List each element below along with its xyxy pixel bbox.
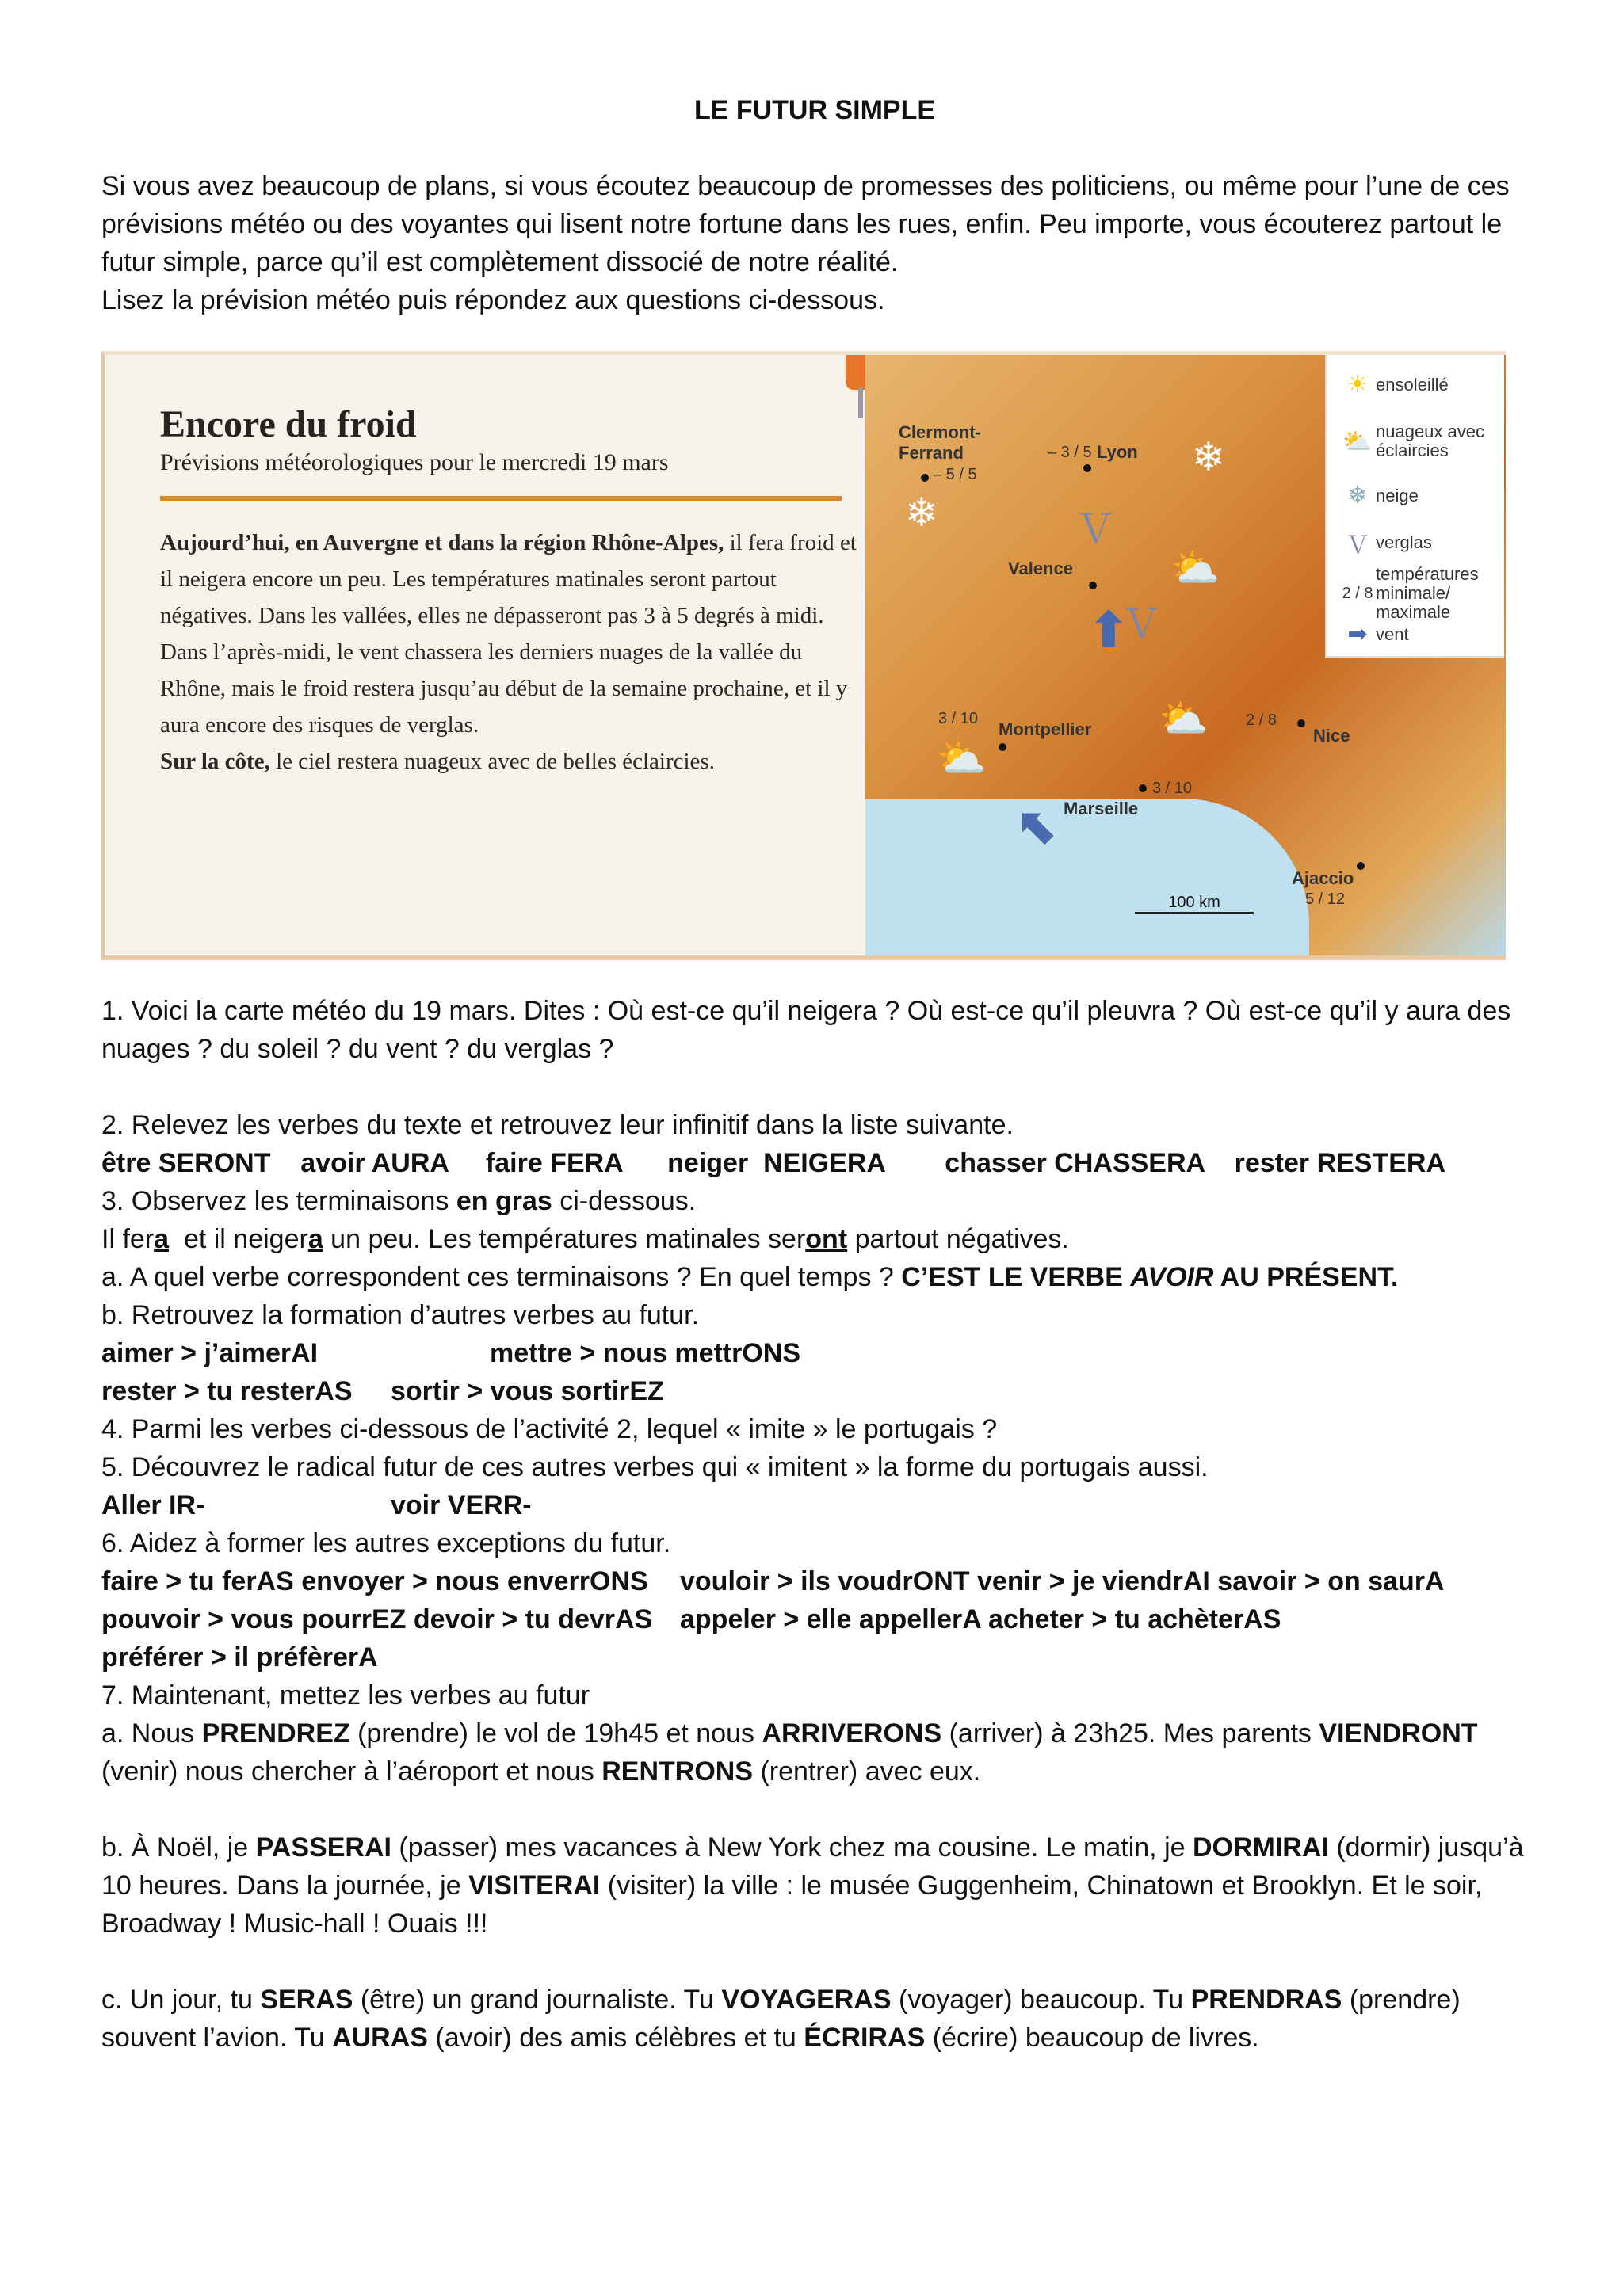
legend-cloud — [1339, 422, 1498, 460]
ice-icon: Ｖ — [1346, 532, 1369, 559]
legend-temp — [1339, 565, 1506, 622]
q3-sentence-part: et il neiger — [169, 1224, 308, 1254]
city-ajaccio: Ajaccio — [1292, 868, 1354, 888]
city-dot — [1139, 784, 1147, 792]
q3b-answer: aimer > j’aimerAI — [101, 1338, 319, 1368]
q6-answer: vouloir > ils voudrONT venir > je viendrAI savoir > on saurA — [680, 1566, 1445, 1596]
snow-icon: ❄ — [1192, 435, 1225, 479]
question-3-sentence — [101, 1220, 1528, 1258]
forecast-coast-bold: Sur la côte, — [160, 749, 270, 774]
question-3b-line-2 — [101, 1372, 1528, 1410]
snowflake-icon: ❄ — [1347, 482, 1368, 509]
forecast-lead-text: il fera froid et il neigera encore un peu. Les températures matinales seront partout négatives. Dans les vallées, elles ne dépasseront pas 3 à 5 degrés à midi. Dans l’après-midi, le vent chassera les derniers nuages de la vallée du Rhône, mais le froid restera jusqu’au début de la semaine prochaine, et il y aura encore des risques de verglas. — [160, 530, 857, 738]
q7-verb: ÉCRIRAS — [804, 2023, 926, 2053]
q7-text: a. Nous — [101, 1718, 202, 1749]
q7-text: (écrire) beaucoup de livres. — [925, 2023, 1259, 2053]
ice-icon: Ｖ — [1075, 507, 1115, 551]
question-7: 7. Maintenant, mettez les verbes au futur — [101, 1680, 590, 1711]
question-2: 2. Relevez les verbes du texte et retrouvez leur infinitif dans la liste suivante. — [101, 1110, 1014, 1140]
city-valence: Valence — [1008, 559, 1073, 578]
exercise-7b — [101, 1829, 1528, 1943]
question-6-line-2 — [101, 1600, 1528, 1638]
map-scale: 100 km — [1135, 894, 1254, 914]
question-5: 5. Découvrez le radical futur de ces autres verbes qui « imitent » la forme du portugais aussi. — [101, 1452, 1209, 1482]
q3a-answer-italic: AVOIR — [1130, 1262, 1214, 1292]
legend-wind — [1339, 620, 1409, 648]
forecast-text — [160, 402, 865, 780]
q7-verb: DORMIRAI — [1192, 1833, 1329, 1863]
legend-label: verglas — [1376, 532, 1432, 552]
q7-verb: AURAS — [332, 2023, 428, 2053]
forecast-body — [160, 524, 865, 780]
q7-verb: SERAS — [260, 1985, 353, 2015]
question-5-answers — [101, 1486, 1528, 1524]
q3-text: ci-dessous. — [552, 1186, 697, 1216]
intro-paragraph: Si vous avez beaucoup de plans, si vous écoutez beaucoup de promesses des politiciens, ou même pour l’une de ces prévisions météo ou des voyantes qui lisent notre fortune dans les rues, enfin. Peu importe, vous écouterez partout le futur simple, parce qu’il est complètement dissocié de notre réalité. — [101, 171, 1510, 277]
q6-answer: appeler > elle appellerA acheter > tu achèterAS — [680, 1604, 1281, 1634]
weather-card — [101, 351, 1506, 960]
temp-marseille: 3 / 10 — [1152, 780, 1193, 797]
temp-lyon: – 3 / 5 — [1048, 444, 1092, 461]
forecast-lead-bold: Aujourd’hui, en Auvergne et dans la région Rhône-Alpes, — [160, 530, 724, 555]
city-dot — [1297, 719, 1305, 727]
q6-answer: faire > tu ferAS envoyer > nous enverrONS — [101, 1566, 648, 1596]
city-dot — [921, 474, 929, 482]
q6-answer: pouvoir > vous pourrEZ devoir > tu devrAS — [101, 1604, 653, 1634]
q7-verb: PASSERAI — [255, 1833, 391, 1863]
legend-label: nuageux avec éclaircies — [1376, 421, 1484, 460]
sun-icon: ☀ — [1346, 372, 1369, 398]
cloud-sun-icon: ⛅ — [1342, 428, 1373, 455]
question-6-line-1 — [101, 1562, 1528, 1600]
temp-ajaccio: 5 / 12 — [1305, 891, 1346, 908]
forecast-subtitle: Prévisions météorologiques pour le mercredi 19 mars — [160, 449, 669, 475]
q3-ending: a — [307, 1224, 323, 1254]
city-montpellier: Montpellier — [999, 719, 1092, 739]
city-clermont: Clermont-Ferrand — [899, 422, 981, 463]
city-nice: Nice — [1313, 726, 1350, 746]
sea-area — [865, 799, 1309, 957]
city-dot — [1357, 862, 1365, 870]
q3-text: 3. Observez les terminaisons — [101, 1186, 456, 1216]
q3-bold: en gras — [456, 1186, 552, 1216]
legend-ice — [1339, 525, 1432, 560]
question-4: 4. Parmi les verbes ci-dessous de l’activité 2, lequel « imite » le portugais ? — [101, 1414, 998, 1444]
question-3a — [101, 1258, 1528, 1296]
q7-text: (prendre) souvent l’avion. Tu — [101, 1985, 1461, 2053]
q7-verb: VIENDRONT — [1319, 1718, 1478, 1749]
q7-verb: ARRIVERONS — [762, 1718, 942, 1749]
q7-text: (visiter) la ville : le musée Guggenheim, Chinatown et Brooklyn. Et le soir, Broadway ! Music-hall ! Ouais !!! — [101, 1871, 1483, 1939]
q3b-answer: mettre > nous mettrONS — [490, 1338, 801, 1368]
question-3b-line-1 — [101, 1334, 1528, 1372]
forecast-coast-text: le ciel restera nuageux avec de belles éclaircies. — [269, 749, 715, 774]
q7-text: (venir) nous chercher à l’aéroport et nous — [101, 1756, 602, 1787]
question-1: 1. Voici la carte météo du 19 mars. Dites : Où est-ce qu’il neigera ? Où est-ce qu’il pleuvra ? Où est-ce qu’il y aura des nuages ? du soleil ? du vent ? du verglas ? — [101, 996, 1511, 1064]
q3a-answer: C’EST LE VERBE — [901, 1262, 1131, 1292]
map-legend — [1325, 355, 1504, 658]
city-dot — [1083, 464, 1091, 472]
temp-clermont: – 5 / 5 — [933, 466, 977, 483]
q5-answer: voir VERR- — [391, 1490, 532, 1520]
exercise-7a — [101, 1714, 1528, 1791]
q7-text: (voyager) beaucoup. Tu — [891, 1985, 1191, 2015]
legend-label: ensoleillé — [1376, 374, 1449, 395]
q7-text: c. Un jour, tu — [101, 1985, 261, 2015]
snow-icon: ❄ — [905, 490, 938, 535]
question-3b: b. Retrouvez la formation d’autres verbes au futur. — [101, 1300, 700, 1330]
question-6-line-3: préférer > il préfèrerA — [101, 1642, 378, 1672]
worksheet — [101, 95, 1528, 2057]
forecast-divider — [160, 496, 842, 501]
wind-arrow-icon: ⬆ — [1087, 601, 1130, 658]
q3b-answer: rester > tu resterAS — [101, 1376, 353, 1406]
q5-answer: Aller IR- — [101, 1490, 205, 1520]
instruction-text: Lisez la prévision météo puis répondez aux questions ci-dessous. — [101, 285, 885, 315]
q7-text: (passer) mes vacances à New York chez ma cousine. Le matin, je — [391, 1833, 1193, 1863]
legend-sun — [1339, 371, 1449, 399]
q7-verb: VISITERAI — [468, 1871, 601, 1901]
wind-arrow-icon: ⬆ — [1002, 792, 1072, 864]
q3a-text: a. A quel verbe correspondent ces terminaisons ? En quel temps ? — [101, 1262, 902, 1292]
sun-cloud-icon: ⛅ — [1170, 546, 1220, 590]
q7-verb: PRENDREZ — [201, 1718, 350, 1749]
legend-label: neige — [1376, 485, 1419, 505]
question-3 — [101, 1182, 1528, 1220]
q3-ending: ont — [805, 1224, 848, 1254]
city-dot — [1089, 582, 1097, 589]
exercise-7c — [101, 1981, 1528, 2057]
forecast-title: Encore du froid — [160, 403, 417, 445]
q7-text: b. À Noël, je — [101, 1833, 256, 1863]
q7-verb: PRENDRAS — [1190, 1985, 1342, 2015]
q3a-answer: AU PRÉSENT. — [1213, 1262, 1399, 1292]
q7-text: (avoir) des amis célèbres et tu — [427, 2023, 804, 2053]
wind-arrow-icon: ➡ — [1347, 621, 1368, 647]
ice-icon: Ｖ — [1121, 602, 1161, 646]
q3-ending: a — [154, 1224, 170, 1254]
temp-nice: 2 / 8 — [1246, 711, 1277, 729]
q7-text: (dormir) jusqu’à 10 heures. Dans la journée, je — [101, 1833, 1524, 1901]
q3b-answer: sortir > vous sortirEZ — [391, 1376, 664, 1406]
q7-text: (prendre) le vol de 19h45 et nous — [349, 1718, 762, 1749]
q7-verb: VOYAGERAS — [721, 1985, 892, 2015]
city-marseille: Marseille — [1064, 799, 1139, 818]
q3-sentence-part: un peu. Les températures matinales ser — [323, 1224, 806, 1254]
question-6: 6. Aidez à former les autres exceptions du futur. — [101, 1528, 671, 1558]
sun-cloud-icon: ⛅ — [937, 736, 987, 780]
q3-sentence-part: partout négatives. — [847, 1224, 1069, 1254]
question-2-answers: être SERONT avoir AURA faire FERA neiger NEIGERA chasser CHASSERA rester RESTERA — [101, 1148, 1446, 1178]
temp-montpellier: 3 / 10 — [938, 710, 979, 727]
q7-verb: RENTRONS — [601, 1756, 754, 1787]
legend-label: températures minimale/ maximale — [1376, 564, 1479, 622]
legend-label: vent — [1376, 624, 1409, 644]
city-lyon: Lyon — [1097, 442, 1138, 462]
q7-text: (rentrer) avec eux. — [753, 1756, 981, 1787]
q7-text: (être) un grand journaliste. Tu — [353, 1985, 722, 2015]
legend-snow — [1339, 482, 1419, 509]
sun-cloud-icon: ⛅ — [1159, 696, 1209, 741]
q3-sentence-part: Il fer — [101, 1224, 155, 1254]
legend-temp-example: 2 / 8 — [1342, 584, 1373, 602]
q7-text: (arriver) à 23h25. Mes parents — [941, 1718, 1319, 1749]
page-title: LE FUTUR SIMPLE — [693, 95, 936, 125]
city-dot — [999, 743, 1006, 751]
